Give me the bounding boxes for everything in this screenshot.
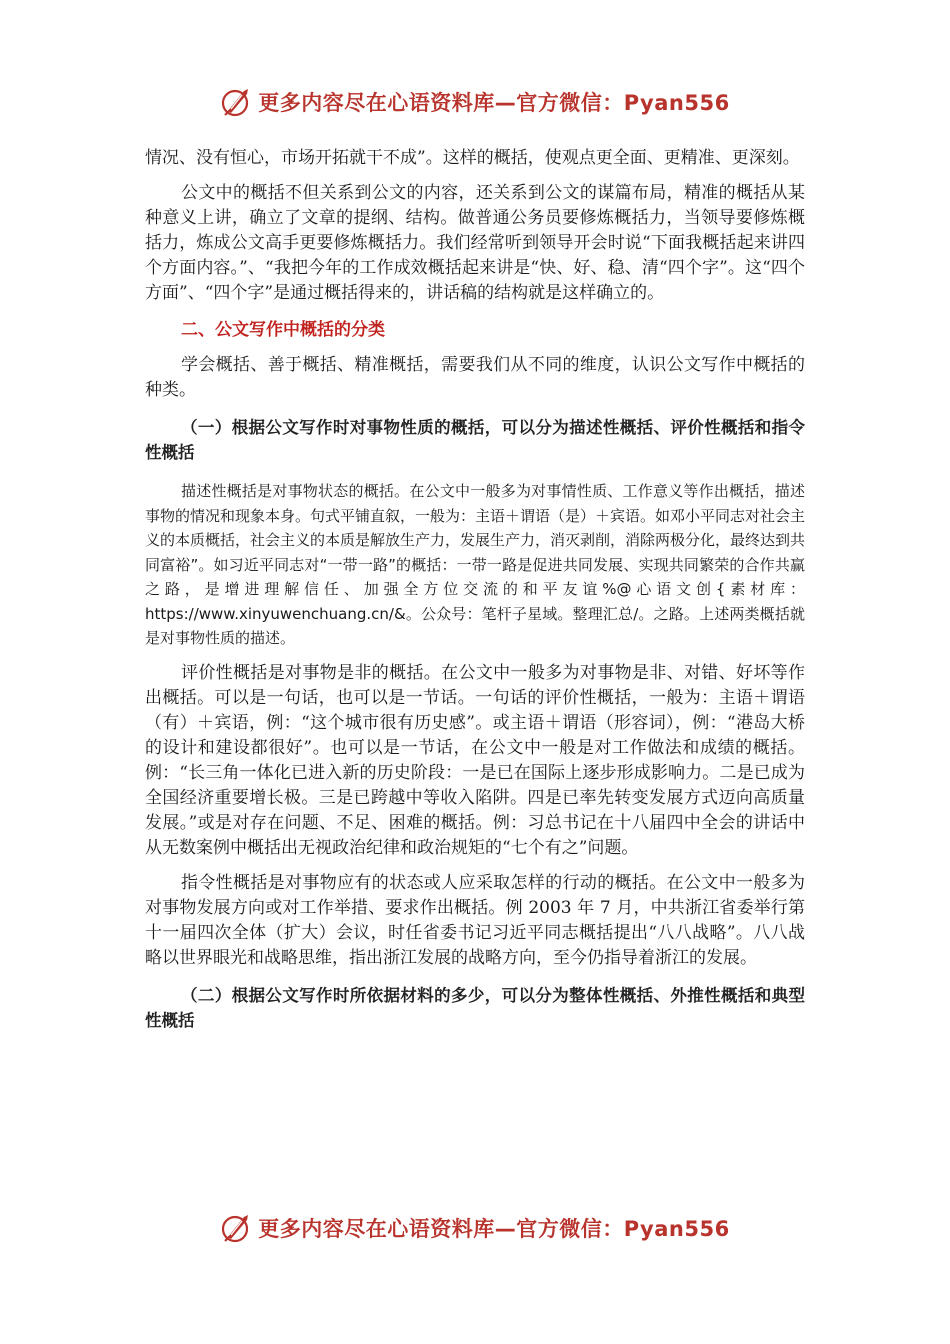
subheading-2: （二）根据公文写作时所依据材料的多少，可以分为整体性概括、外推性概括和典型性概括 — [145, 985, 805, 1030]
paragraph-descriptive-summary: 描述性概括是对事物状态的概括。在公文中一般多为对事情性质、工作意义等作出概括，描述事物的情况和现象本身。句式平铺直叙，一般为：主语＋谓语（是）＋宾语。如邓小平同志对社会主义的本质概括，社会主义的本质是解放生产力，发展生产力，消灭剥削，消除两极分化，最终达到共同富裕”。如习近平同志对“一带一路”的概括：一带一路是促进共同发展、实现共同繁荣的合作共赢之路，是增进理解信任、加强全方位交流的和平友谊%@心语文创{素材库：https://www.xinyuwenchuang.cn/&。公众号：笔杆子星域。整理汇总/。之路。上述两类概括就是对事物性质的描述。 — [145, 482, 806, 647]
paragraph-evaluative-summary: 评价性概括是对事物是非的概括。在公文中一般多为对事物是非、对错、好坏等作出概括。可以是一句话，也可以是一节话。一句话的评价性概括，一般为：主语＋谓语（有）＋宾语，例：“这个城市很有历史感”。或主语＋谓语（形容词），例：“港岛大桥的设计和建设都很好”。也可以是一节话，在公文中一般是对工作做法和成绩的概括。例：“长三角一体化已进入新的历史阶段：一是已在国际上逐步形成影响力。二是已成为全国经济重要增长极。三是已跨越中等收入陷阱。四是已率先转变发展方式迈向高质量发展。”或是对存在问题、不足、困难的概括。例：习总书记在十八届四中全会的讲话中从无数案例中概括出无视政治纪律和政治规矩的“七个有之”问题。 — [145, 662, 805, 858]
paragraph-summary-importance: 公文中的概括不但关系到公文的内容，还关系到公文的谋篇布局，精准的概括从某种意义上讲，确立了文章的提纲、结构。做普通公务员要修炼概括力，当领导要修炼概括力，炼成公文高手更要修炼概括力。我们经常听到领导开会时说“下面我概括起来讲四个方面内容。”、“我把今年的工作成效概括起来讲是“快、好、稳、清“四个字”。这“四个方面”、“四个字”是通过概括得来的，讲话稿的结构就是这样确立的。 — [145, 183, 805, 303]
document-body — [145, 146, 805, 1033]
quill-pen-logo-icon — [220, 1211, 254, 1245]
section-heading-2: 二、公文写作中概括的分类 — [181, 320, 385, 340]
subheading-1: （一）根据公文写作时对事物性质的概括，可以分为描述性概括、评价性概括和指令性概括 — [145, 418, 805, 462]
header-banner-text: 更多内容尽在心语资料库—官方微信：Pyan556 — [258, 91, 730, 115]
paragraph-continuation: 情况、没有恒心，市场开拓就干不成”。这样的概括，使观点更全面、更精准、更深刻。 — [145, 148, 800, 168]
paragraph-section-intro: 学会概括、善于概括、精准概括，需要我们从不同的维度，认识公文写作中概括的种类。 — [145, 355, 805, 400]
footer-banner-text: 更多内容尽在心语资料库—官方微信：Pyan556 — [258, 1217, 730, 1241]
quill-pen-logo-icon — [220, 85, 254, 119]
footer-banner — [0, 1208, 950, 1248]
header-banner — [0, 82, 950, 122]
paragraph-directive-summary: 指令性概括是对事物应有的状态或人应采取怎样的行动的概括。在公文中一般多为对事物发展方向或对工作举措、要求作出概括。例 2003 年 7 月，中共浙江省委举行第十一届四次全体（扩大）会议，时任省委书记习近平同志概括提出“八八战略”。八八战略以世界眼光和战略思维，指出浙江发展的战略方向，至今仍指导着浙江的发展。 — [145, 872, 805, 968]
